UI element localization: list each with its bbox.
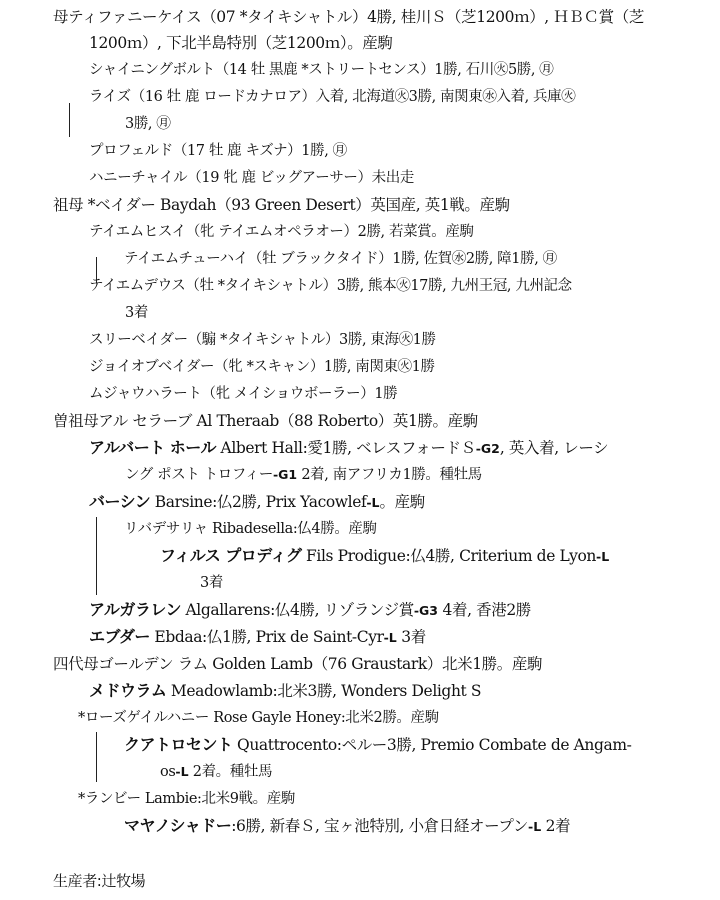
- line-text: リバデサリャ Ribadesella:仏4勝。産駒: [124, 521, 377, 537]
- line-text: 祖母 *ベイダー Baydah（93 Green Desert）英国産, 英1戦。産駒: [53, 196, 510, 214]
- line-text: 。産駒: [379, 493, 425, 511]
- offspring-entry: [78, 708, 439, 728]
- offspring-entry: [89, 438, 608, 459]
- line-text: 2着, 南アフリカ1勝。種牡馬: [297, 467, 482, 483]
- tree-line: [69, 103, 70, 137]
- offspring-entry: [89, 357, 435, 377]
- line-text: シャイニングボルト（14 牡 黒鹿 *ストリートセンス）1勝, 石川㊋5勝, ㊊: [89, 62, 554, 78]
- fourth-dam-entry: [53, 654, 542, 674]
- line-text: ング ポスト トロフィー: [125, 467, 273, 483]
- offspring-entry: [89, 60, 553, 80]
- offspring-entry-cont: [125, 465, 482, 485]
- line-text: テイエムヒスイ（牝 テイエムオペラオー）2勝, 若菜賞。産駒: [89, 224, 474, 240]
- grade-badge: -L: [383, 630, 397, 645]
- grade-badge: -G1: [272, 467, 298, 482]
- line-text: ムジャウハラート（牝 メイショウボーラー）1勝: [89, 386, 398, 402]
- line-text: 2着: [541, 817, 571, 835]
- line-text: Algallarens:仏4勝, リゾランジ賞: [180, 601, 414, 619]
- line-text: ライズ（16 牡 鹿 ロードカナロア）入着, 北海道㊋3勝, 南関東㊌入着, 兵庫㊋: [89, 89, 576, 105]
- offspring-entry: [89, 276, 572, 296]
- line-text: プロフェルド（17 牡 鹿 キズナ）1勝, ㊊: [89, 143, 347, 159]
- horse-name: フィルス プロディグ: [160, 546, 302, 565]
- line-text: Ebdaa:仏1勝, Prix de Saint-Cyr: [149, 628, 384, 646]
- offspring-entry: [78, 789, 295, 809]
- line-text: Barsine:仏2勝, Prix Yacowlef: [150, 493, 367, 511]
- breeder-label: 生産者:: [53, 872, 102, 890]
- offspring-entry: [89, 681, 481, 701]
- line-text: 母ティファニーケイス（07 *タイキシャトル）4勝, 桂川Ｓ（芝1200ｍ）, ＨＢＣ賞（芝: [53, 8, 644, 26]
- line-text: 3着: [125, 305, 148, 321]
- grade-badge: -L: [596, 549, 610, 564]
- offspring-entry-cont: [160, 762, 272, 782]
- grade-badge: -L: [528, 819, 542, 834]
- offspring-entry: [89, 222, 474, 242]
- line-text: 3勝, ㊊: [125, 116, 171, 132]
- grade-badge: -L: [175, 764, 189, 779]
- line-text: 曽祖母アル セラーブ Al Theraab（88 Roberto）英1勝。産駒: [53, 412, 478, 430]
- line-text: テイエムチューハイ（牡 ブラックタイド）1勝, 佐賀㊌2勝, 障1勝, ㊊: [124, 251, 557, 267]
- line-text: スリーベイダー（騸 *タイキシャトル）3勝, 東海㊋1勝: [89, 332, 436, 348]
- grade-badge: -L: [366, 495, 380, 510]
- line-text: Quattrocento:ペルー3勝, Premio Combate de Angam-: [232, 736, 632, 754]
- granddam-entry: [53, 195, 510, 215]
- grade-badge: -G2: [475, 441, 500, 456]
- line-text: テイエムデウス（牡 *タイキシャトル）3勝, 熊本㊋17勝, 九州王冠, 九州記念: [89, 278, 572, 294]
- grade-badge: -G3: [413, 603, 438, 618]
- horse-name: アルバート ホール: [89, 438, 216, 457]
- line-text: 3着: [200, 575, 223, 591]
- dam-entry: [53, 7, 644, 27]
- horse-name: エブダー: [89, 627, 150, 646]
- offspring-entry-cont: [125, 114, 170, 134]
- line-text: ジョイオブベイダー（牝 *スキャン）1勝, 南関東㊋1勝: [89, 359, 435, 375]
- horse-name: メドウラム: [89, 681, 167, 700]
- offspring-entry: [89, 627, 426, 648]
- line-text: Albert Hall:愛1勝, ベレスフォードＳ: [216, 439, 476, 457]
- offspring-entry: [89, 384, 397, 404]
- tree-line: [96, 732, 97, 782]
- horse-name: クアトロセント: [124, 735, 233, 754]
- line-text: 四代母ゴールデン ラム Golden Lamb（76 Graustark）北米1勝。産駒: [53, 655, 543, 673]
- horse-name: マヤノシャドー: [124, 816, 232, 835]
- line-text: ハニーチャイル（19 牝 鹿 ビッグアーサー）未出走: [89, 170, 414, 186]
- line-text: os: [160, 764, 176, 780]
- offspring-entry: [89, 600, 531, 621]
- line-text: Meadowlamb:北米3勝, Wonders Delight S: [166, 682, 482, 700]
- dam-entry-cont: [89, 33, 393, 53]
- breeder-line: [53, 871, 145, 891]
- breeder-value: 辻牧場: [101, 872, 146, 890]
- grand-offspring-entry: [124, 249, 557, 269]
- grand-offspring-entry: [124, 519, 377, 539]
- line-text: , 英入着, レーシ: [499, 439, 609, 457]
- offspring-entry: [89, 492, 425, 513]
- offspring-entry: [89, 141, 347, 161]
- line-text: 1200ｍ）, 下北半島特別（芝1200ｍ）。産駒: [89, 34, 393, 52]
- line-text: *ローズゲイルハニー Rose Gayle Honey:北米2勝。産駒: [78, 710, 439, 726]
- offspring-entry: [89, 168, 414, 188]
- tree-line: [96, 517, 97, 595]
- horse-name: バーシン: [89, 492, 151, 511]
- line-text: 4着, 香港2勝: [438, 601, 531, 619]
- grand-offspring-entry: [124, 735, 632, 755]
- great-grand-offspring-entry: [160, 546, 609, 567]
- offspring-entry-cont: [125, 303, 148, 323]
- horse-name: アルガラレン: [89, 600, 181, 619]
- line-text: Fils Prodigue:仏4勝, Criterium de Lyon: [301, 547, 596, 565]
- great-granddam-entry: [53, 411, 478, 431]
- offspring-entry: [89, 87, 575, 107]
- line-text: *ランビー Lambie:北米9戦。産駒: [78, 791, 295, 807]
- line-text: 3着: [396, 628, 426, 646]
- grand-offspring-entry: [124, 816, 570, 837]
- offspring-entry-cont: [200, 573, 223, 593]
- line-text: 2着。種牡馬: [188, 764, 273, 780]
- offspring-entry: [89, 330, 436, 350]
- line-text: :6勝, 新春Ｓ, 宝ヶ池特別, 小倉日経オープン: [231, 817, 528, 835]
